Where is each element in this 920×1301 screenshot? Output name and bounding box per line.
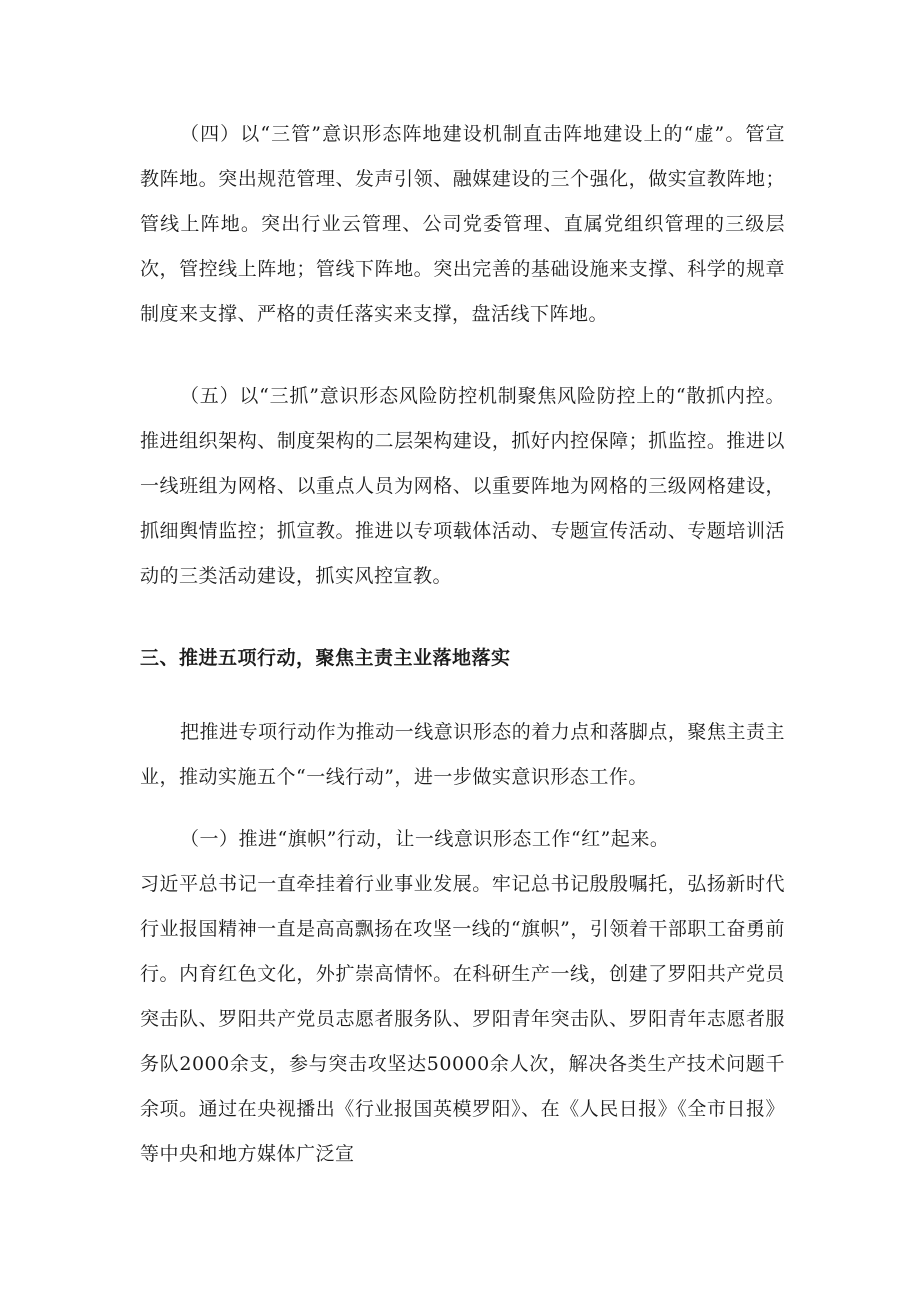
paragraph-section-5: （五）以“三抓”意识形态风险防控机制聚焦风险防控上的“散抓内控。推进组织架构、制度架构的二层架构建设，抓好内控保障；抓监控。推进以一线班组为网格、以重点人员为网格、以重要阵地为网格的三级网格建设，抓细舆情监控；抓宣教。推进以专项载体活动、专题宣传活动、专题培训活动的三类活动建设，抓实风控宣教。 <box>140 385 785 587</box>
paragraph-section-4: （四）以“三管”意识形态阵地建设机制直击阵地建设上的“虚”。管宣教阵地。突出规范管理、发声引领、融媒建设的三个强化，做实宣教阵地；管线上阵地。突出行业云管理、公司党委管理、直属党组织管理的三级层次，管控线上阵地；管线下阵地。突出完善的基础设施来支撑、科学的规章制度来支撑、严格的责任落实来支撑，盘活线下阵地。 <box>140 123 785 325</box>
intro-block <box>140 710 785 800</box>
subsection-1-body-block <box>140 862 785 1177</box>
paragraph-intro: 把推进专项行动作为推动一线意识形态的着力点和落脚点，聚焦主责主业，推动实施五个“一线行动”，进一步做实意识形态工作。 <box>140 721 785 788</box>
subsection-1-title: （一）推进“旗帜”行动，让一线意识形态工作“红”起来。 <box>180 828 670 850</box>
subsection-1-title-block <box>140 817 785 862</box>
section-heading: 三、推进五项行动，聚焦主责主业落地落实 <box>140 647 511 669</box>
heading-3-block <box>140 636 785 681</box>
section-4-block <box>140 112 785 337</box>
section-5-block <box>140 374 785 599</box>
paragraph-subsection-1: 习近平总书记一直牵挂着行业事业发展。牢记总书记殷殷嘱托，弘扬新时代行业报国精神一直是高高飘扬在攻坚一线的“旗帜”，引领着干部职工奋勇前行。内育红色文化，外扩崇高情怀。在科研生产一线，创建了罗阳共产党员突击队、罗阳共产党员志愿者服务队、罗阳青年突击队、罗阳青年志愿者服务队2000余支，参与突击攻坚达50000余人次，解决各类生产技术问题千余项。通过在央视播出《行业报国英模罗阳》、在《人民日报》《全市日报》等中央和地方媒体广泛宣 <box>140 873 785 1165</box>
